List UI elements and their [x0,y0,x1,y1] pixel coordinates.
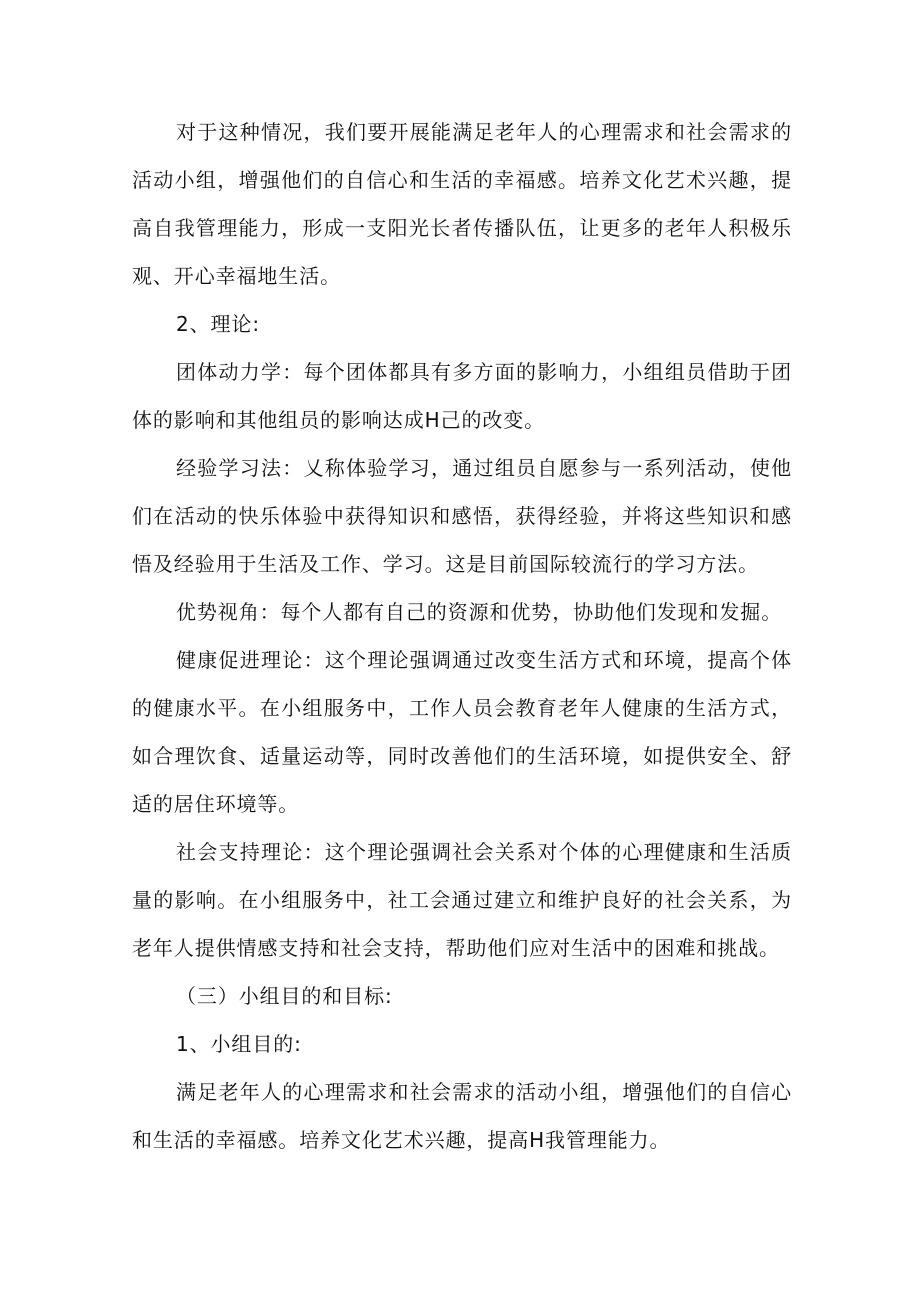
paragraph-experiential-learning: 经验学习法：乂称体验学习，通过组员自愿参与一系列活动，使他们在活动的快乐体验中获得知识和感悟，获得经验，并将这些知识和感悟及经验用于生活及工作、学习。这是目前国际较流行的学习方法。 [132,456,792,576]
paragraph-social-support: 社会支持理论：这个理论强调社会关系对个体的心理健康和生活质量的影响。在小组服务中，社工会通过建立和维护良好的社会关系，为老年人提供情感支持和社会支持，帮助他们应对生活中的困难和挑战。 [132,840,792,960]
paragraph-group-purpose: 满足老年人的心理需求和社会需求的活动小组，增强他们的自信心和生活的幸福感。培养文化艺术兴趣，提高H我管理能力。 [132,1080,792,1152]
paragraph-group-dynamics: 团体动力学：每个团体都具有多方面的影响力，小组组员借助于团体的影响和其他组员的影响达成H己的改变。 [132,360,792,432]
heading-theory: 2、理论: [176,312,260,336]
paragraph-strengths-perspective: 优势视角：每个人都有自己的资源和优势，协助他们发现和发掘。 [176,600,783,624]
paragraph-health-promotion: 健康促进理论：这个理论强调通过改变生活方式和环境，提高个体的健康水平。在小组服务中，工作人员会教育老年人健康的生活方式，如合理饮食、适量运动等，同时改善他们的生活环境，如提供安全、舒适的居住环境等。 [132,648,792,816]
heading-group-goals: （三）小组目的和目标: [176,984,393,1008]
paragraph-intro: 对于这种情况，我们要开展能满足老年人的心理需求和社会需求的活动小组，增强他们的自信心和生活的幸福感。培养文化艺术兴趣，提高自我管理能力，形成一支阳光长者传播队伍，让更多的老年人积极乐观、开心幸福地生活。 [132,120,792,288]
heading-group-purpose: 1、小组目的: [176,1032,302,1056]
